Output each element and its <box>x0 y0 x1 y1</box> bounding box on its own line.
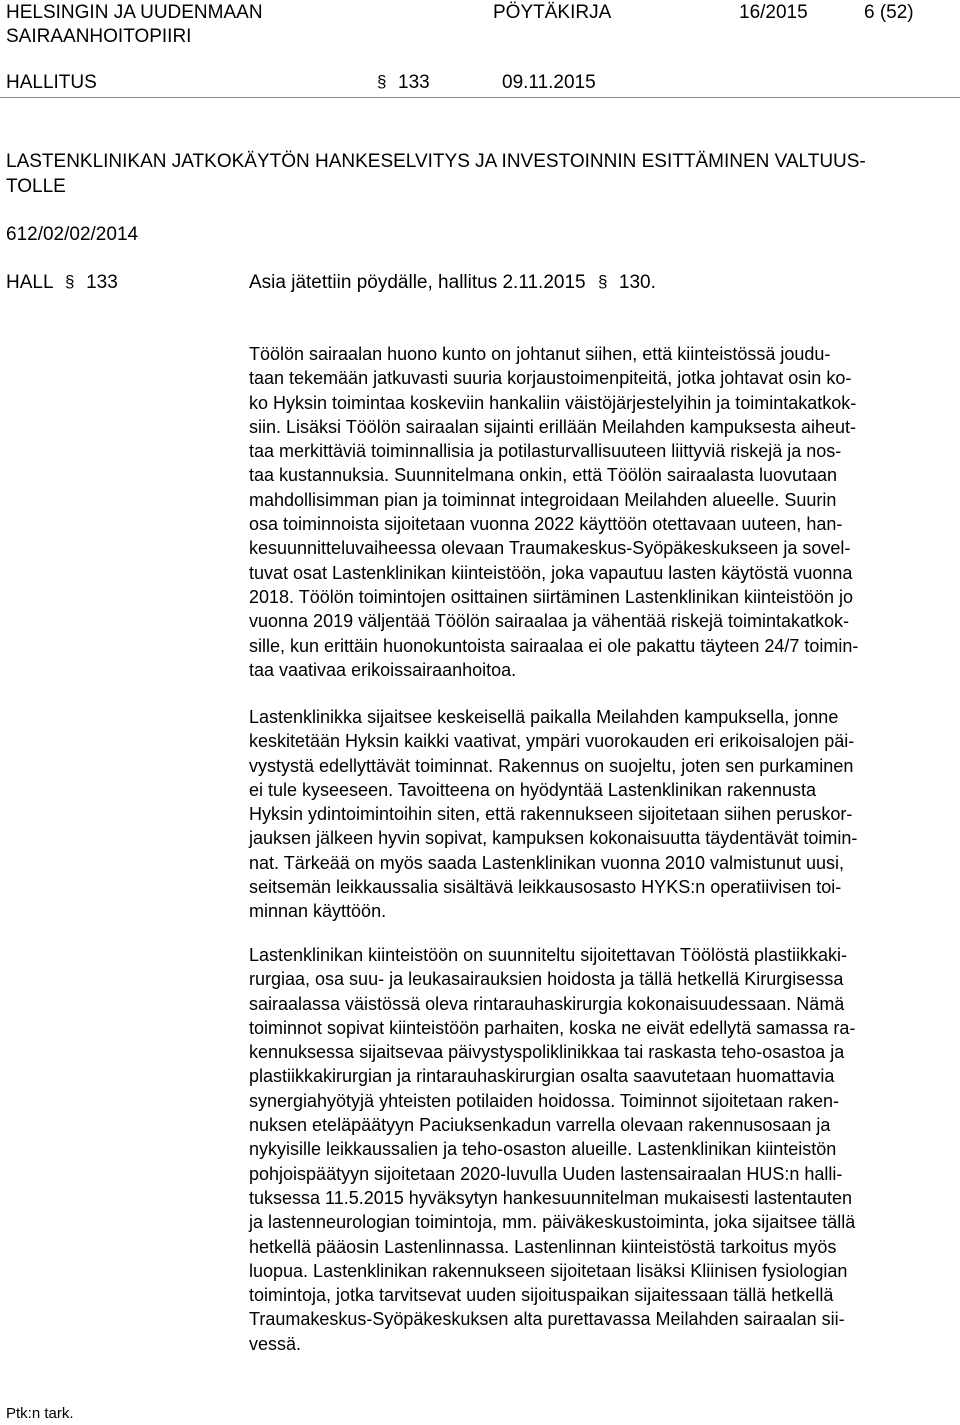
paragraph-line: ei tule kyseeseen. Tavoitteena on hyödyntää Lastenklinikan rakennusta <box>249 779 817 800</box>
history-label <box>6 271 118 295</box>
paragraph-line: rurgiaa, osa suu- ja leukasairauksien hoidosta ja tällä hetkellä Kirurgisessa <box>249 969 844 990</box>
paragraph-line: hetkellä pääosin Lastenlinnassa. Lastenlinnan kiinteistöstä tarkoitus myös <box>249 1236 837 1257</box>
paragraph-line: vystystä edellyttävät toiminnat. Rakennus on suojeltu, joten sen purkaminen <box>249 755 854 776</box>
section-reference <box>376 71 430 95</box>
paragraph-line: plastiikkakirurgian ja rintarauhaskirurgian osalta saavutetaan huomattavia <box>249 1066 835 1087</box>
paragraph-line: nykyisille leikkaussalien ja teho-osaston alueille. Lastenklinikan kiinteistön <box>249 1139 837 1160</box>
case-reference: 612/02/02/2014 <box>6 224 139 245</box>
paragraph-line: jauksen jälkeen hyvin sopivat, kampuksen kokonaisuutta täydentävät toimin- <box>249 828 858 849</box>
paragraph-line: Traumakeskus-Syöpäkeskuksen alta purettavassa Meilahden sairaalan sii- <box>249 1309 845 1330</box>
history-number: 133 <box>86 272 118 293</box>
page-number: 6 (52) <box>864 2 914 23</box>
paragraph-line: kennuksessa sijaitsevaa päivystyspoliklinikkaa tai raskasta teho-osastoa ja <box>249 1042 845 1063</box>
paragraph-line: siin. Lisäksi Töölön sairaalan sijainti erillään Meilahden kampuksesta aiheut- <box>249 416 856 437</box>
header-divider <box>0 97 960 98</box>
paragraph-3 <box>249 943 955 1356</box>
paragraph-line: nuksen eteläpäätyyn Paciuksenkadun varrella olevaan rakennusosaan ja <box>249 1115 831 1136</box>
svg-text:§: § <box>377 72 387 90</box>
history-text-section: 130. <box>618 272 656 293</box>
paragraph-line: kesuunnitteluvaiheessa olevaan Traumakeskus-Syöpäkeskukseen ja sovel- <box>249 538 851 559</box>
paragraph-line: sairaalassa väistössä oleva rintarauhaskirurgia kokonaisuudessaan. Nämä <box>249 993 845 1014</box>
paragraph-line: Lastenklinikan kiinteistöön on suunniteltu sijoitettavan Töölöstä plastiikkaki- <box>249 945 848 965</box>
svg-text:§: § <box>597 272 608 290</box>
paragraph-line: pohjoispäätyyn sijoitetaan 2020-luvulla Uuden lastensairaalan HUS:n halli- <box>249 1163 843 1184</box>
paragraph-1 <box>249 342 955 682</box>
paragraph-line: tuksessa 11.5.2015 hyväksytyn hankesuunnitelman mukaisesti lastentauten <box>249 1187 853 1208</box>
paragraph-line: ko Hyksin toimintaa koskeviin hankaliin väistöjärjestelyihin ja toimintakatkok- <box>249 392 857 413</box>
paragraph-line: Hyksin ydintoimintoihin siten, että rakennukseen sijoitetaan siihen peruskor- <box>249 804 853 825</box>
document-number: 16/2015 <box>739 2 808 23</box>
paragraph-line: nat. Tärkeää on myös saada Lastenklinikan vuonna 2010 valmistunut uusi, <box>249 852 845 873</box>
meeting-date: 09.11.2015 <box>502 72 596 93</box>
paragraph-line: vessä. <box>249 1333 302 1354</box>
history-text-main: Asia jätettiin pöydälle, hallitus 2.11.2015 <box>249 272 586 293</box>
paragraph-line: sille, kun erittäin huonokuntoista sairaalaa ei ole pakattu täyteen 24/7 toimin- <box>249 635 859 656</box>
item-title-line1: LASTENKLINIKAN JATKOKÄYTÖN HANKESELVITYS JA INVESTOINNIN ESITTÄMINEN VALTUUS- <box>6 151 866 172</box>
paragraph-line: taa kustannuksia. Suunnitelmana onkin, että Töölön sairaalasta luovutaan <box>249 465 838 486</box>
paragraph-line: osa toiminnoista sijoitetaan vuonna 2022 käyttöön otettavaan uuteen, han- <box>249 514 843 535</box>
paragraph-line: toiminnot sopivat kiinteistöön parhaiten, koska ne eivät edellytä samassa ra- <box>249 1017 856 1038</box>
org-name-line2: SAIRAANHOITOPIIRI <box>6 26 192 47</box>
org-name-line1: HELSINGIN JA UUDENMAAN <box>6 2 263 23</box>
paragraph-line: taa vaativaa erikoissairaanhoitoa. <box>249 659 517 680</box>
paragraph-line: synergiahyötyjä yhteisten potilaiden hoidossa. Toiminnot sijoitetaan raken- <box>249 1090 840 1111</box>
paragraph-line: seitsemän leikkaussalia sisältävä leikkausosasto HYKS:n operatiivisen toi- <box>249 877 842 898</box>
paragraph-line: mahdollisimman pian ja toiminnat integroidaan Meilahden alueelle. Suurin <box>249 489 837 510</box>
item-title-line2: TOLLE <box>6 176 66 197</box>
document-type: PÖYTÄKIRJA <box>493 2 612 23</box>
paragraph-line: toimintoja, jotka tarvitsevat uuden sijoituspaikan sijaitessaan tällä hetkellä <box>249 1285 834 1306</box>
section-sign-icon <box>597 272 611 290</box>
section-sign-icon <box>376 72 390 90</box>
section-number: 133 <box>398 72 430 93</box>
paragraph-line: Töölön sairaalan huono kunto on johtanut siihen, että kiinteistössä joudu- <box>249 344 831 364</box>
paragraph-line: Lastenklinikka sijaitsee keskeisellä paikalla Meilahden kampuksella, jonne <box>249 707 839 727</box>
paragraph-line: 2018. Töölön toimintojen osittainen siirtäminen Lastenklinikan kiinteistöön jo <box>249 586 854 607</box>
paragraph-line: taa merkittäviä toiminnallisia ja potilasturvallisuuteen liittyviä riskejä ja nos- <box>249 441 842 462</box>
history-body: HALL <box>6 272 53 293</box>
paragraph-line: luopua. Lastenklinikan rakennukseen sijoitetaan lisäksi Kliinisen fysiologian <box>249 1260 848 1281</box>
paragraph-2 <box>249 705 955 924</box>
body-name: HALLITUS <box>6 72 97 93</box>
paragraph-line: taan tekemään jatkuvasti suuria korjaustoimenpiteitä, jotka johtavat osin ko- <box>249 368 852 389</box>
paragraph-line: tuvat osat Lastenklinikan kiinteistöön, joka vapautuu lasten käytöstä vuonna <box>249 562 853 583</box>
paragraph-line: vuonna 2019 väljentää Töölön sairaalaa ja vähentää riskejä toimintakatkok- <box>249 611 850 632</box>
paragraph-line: minnan käyttöön. <box>249 901 387 922</box>
paragraph-line: ja lastenneurologian toimintoja, mm. päiväkeskustoiminta, joka sijaitsee tällä <box>249 1212 856 1233</box>
minutes-checker-footer: Ptk:n tark. <box>6 1405 74 1422</box>
section-sign-icon <box>64 272 78 290</box>
paragraph-line: keskitetään Hyksin kaikki vaativat, ympäri vuorokauden eri erikoisalojen päi- <box>249 731 855 752</box>
history-text <box>249 271 656 295</box>
svg-text:§: § <box>65 272 75 290</box>
